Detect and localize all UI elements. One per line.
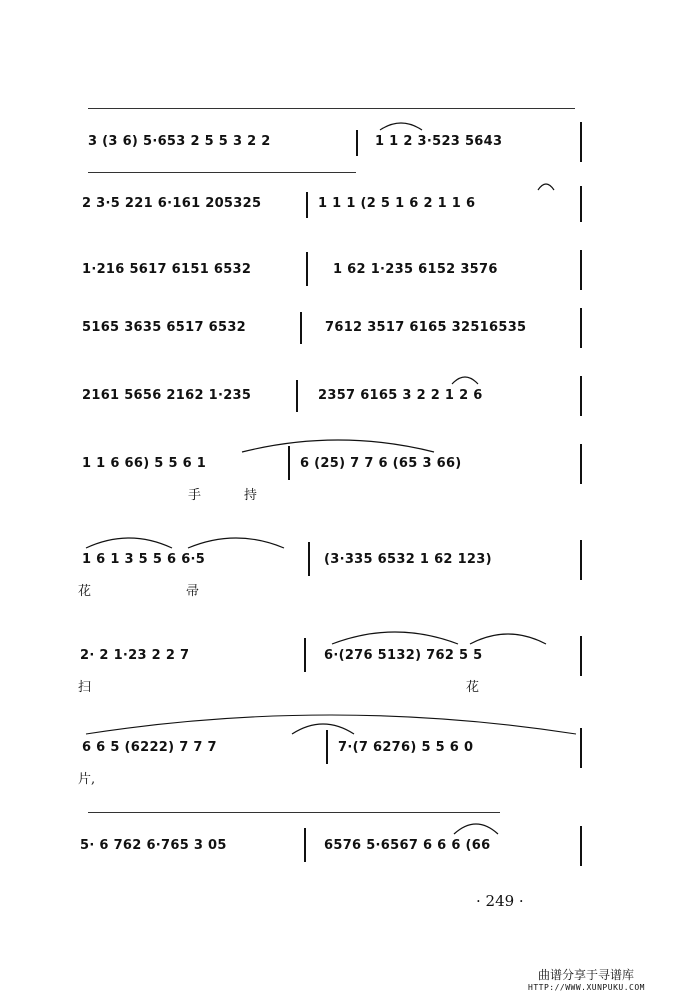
system-3-left-notes: 1·216 5617 6151 6532 [82,262,252,277]
lyric-char: 花 [78,584,92,599]
system-10-left-notes: 5· 6 762 6·765 3 05 [80,838,227,853]
final-barline [580,826,582,866]
final-barline [580,308,582,348]
slur-mark [290,718,356,736]
system-5-right-notes: 2357 6165 3 2 2 1 2 6 [318,388,483,403]
lyric-char: 持 [244,488,258,503]
slur-mark [536,180,556,192]
slur-mark [84,532,174,550]
final-barline [580,122,582,162]
system-9-right-notes: 7·(7 6276) 5 5 6 0 [338,740,474,755]
barline [306,192,308,218]
final-barline [580,540,582,580]
phrase-line [88,812,500,813]
final-barline [580,186,582,222]
barline [306,252,308,286]
barline [308,542,310,576]
system-1-right-notes: 1 1 2 3·523 5643 [375,134,503,149]
system-1-left-notes: 3 (3 6) 5·653 2 5 5 3 2 2 [88,134,271,149]
system-5-left-notes: 2161 5656 2162 1·235 [82,388,252,403]
lyric-char: 片, [78,772,96,787]
system-9-left-notes: 6 6 5 (6222) 7 7 7 [82,740,217,755]
slur-mark [186,532,286,550]
slur-mark [240,434,436,454]
phrase-line [88,172,356,173]
final-barline [580,250,582,290]
barline [356,130,358,156]
final-barline [580,728,582,768]
slur-mark [330,626,460,646]
watermark-title: 曲谱分享于寻谱库 [538,968,635,982]
system-7-left-notes: 1 6 1 3 5 5 6 6·5 [82,552,206,567]
system-4-right-notes: 7612 3517 6165 32516535 [325,320,527,335]
slur-mark [378,118,424,132]
system-2-left-notes: 2 3·5 221 6·161 205325 [82,196,262,211]
barline [300,312,302,344]
barline [304,828,306,862]
system-6-left-notes: 1 1 6 66) 5 5 6 1 [82,456,207,471]
lyric-char: 帚 [186,584,200,599]
barline [304,638,306,672]
phrase-line-top [88,108,575,109]
final-barline [580,444,582,484]
system-4-left-notes: 5165 3635 6517 6532 [82,320,247,335]
system-7-right-notes: (3·335 6532 1 62 123) [324,552,492,567]
lyric-char: 扫 [78,680,92,695]
slur-mark [450,372,480,386]
system-10-right-notes: 6576 5·6567 6 6 6 (66 [324,838,491,853]
system-8-right-notes: 6·(276 5132) 762 5 5 [324,648,483,663]
final-barline [580,636,582,676]
final-barline [580,376,582,416]
barline [296,380,298,412]
system-6-right-notes: 6 (25) 7 7 6 (65 3 66) [300,456,462,471]
slur-mark [468,628,548,646]
watermark-url: HTTP://WWW.XUNPUKU.COM [528,983,645,992]
lyric-char: 花 [466,680,480,695]
slur-mark [452,818,500,836]
system-2-right-notes: 1 1 1 (2 5 1 6 2 1 1 6 [318,196,476,211]
system-8-left-notes: 2· 2 1·23 2 2 7 [80,648,190,663]
lyric-char: 手 [188,488,202,503]
system-3-right-notes: 1 62 1·235 6152 3576 [333,262,498,277]
page-number: · 249 · [476,892,524,910]
